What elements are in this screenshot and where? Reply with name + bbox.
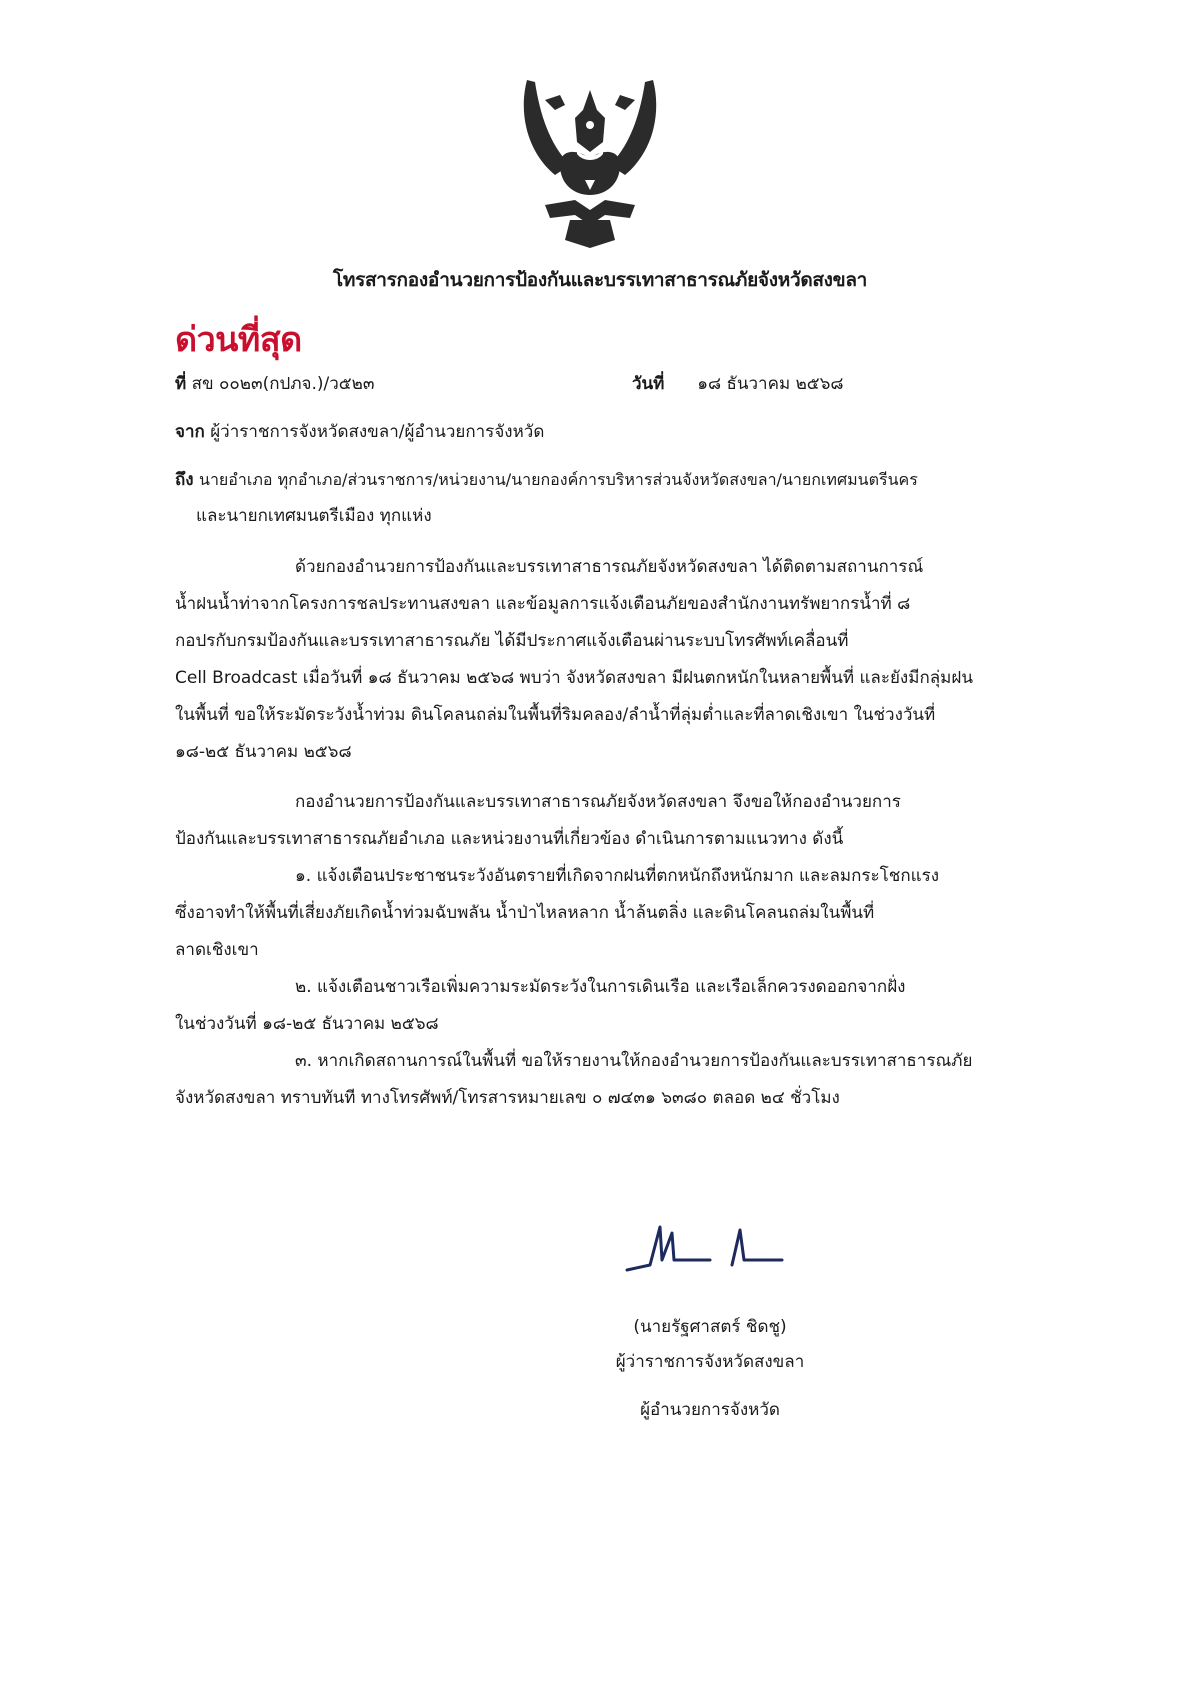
item1-line2: ซึ่งอาจทำให้พื้นที่เสี่ยงภัยเกิดน้ำท่วมฉับพลัน น้ำป่าไหลหลาก น้ำล้นตลิ่ง และดินโคลนถล่มในพื้นที่: [175, 903, 875, 923]
to-value-line2: และนายกเทศมนตรีเมือง ทุกแห่ง: [196, 506, 432, 526]
para1-line6: ๑๘-๒๕ ธันวาคม ๒๕๖๘: [175, 742, 352, 762]
from-line: [175, 420, 544, 444]
signatory-position-director: ผู้อำนวยการจังหวัด: [640, 1400, 780, 1420]
garuda-emblem-icon: [515, 70, 665, 250]
para1-line1: ด้วยกองอำนวยการป้องกันและบรรเทาสาธารณภัยจังหวัดสงขลา ได้ติดตามสถานการณ์: [295, 557, 924, 577]
item3-line1: ๓. หากเกิดสถานการณ์ในพื้นที่ ขอให้รายงานให้กองอำนวยการป้องกันและบรรเทาสาธารณภัย: [295, 1051, 973, 1071]
para2-line2: ป้องกันและบรรเทาสาธารณภัยอำเภอ และหน่วยงานที่เกี่ยวข้อง ดำเนินการตามแนวทาง ดังนี้: [175, 829, 844, 849]
urgency-label: ด่วนที่สุด: [175, 320, 302, 360]
para1-line4: Cell Broadcast เมื่อวันที่ ๑๘ ธันวาคม ๒๕๖๘ พบว่า จังหวัดสงขลา มีฝนตกหนักในหลายพื้นที่ และยังมีกลุ่มฝน: [175, 668, 973, 688]
signatory-name: (นายรัฐศาสตร์ ชิดชู): [633, 1317, 787, 1337]
para1-line2: น้ำฝนน้ำท่าจากโครงการชลประทานสงขลา และข้อมูลการแจ้งเตือนภัยของสำนักงานทรัพยากรน้ำที่ ๘: [175, 594, 911, 614]
para2-line1: กองอำนวยการป้องกันและบรรเทาสาธารณภัยจังหวัดสงขลา จึงขอให้กองอำนวยการ: [295, 792, 901, 812]
reference-value: สข ๐๐๒๓(กปภจ.)/ว๕๒๓: [191, 374, 375, 394]
item2-line1: ๒. แจ้งเตือนชาวเรือเพิ่มความระมัดระวังในการเดินเรือ และเรือเล็กควรงดออกจากฝั่ง: [295, 977, 906, 997]
to-label: ถึง: [175, 470, 194, 490]
date-label: วันที่: [632, 374, 665, 394]
to-value-line1: นายอำเภอ ทุกอำเภอ/ส่วนราชการ/หน่วยงาน/นายกองค์การบริหารส่วนจังหวัดสงขลา/นายกเทศมนตรีนคร: [199, 470, 918, 489]
reference-line: [175, 372, 375, 396]
para1-line5: ในพื้นที่ ขอให้ระมัดระวังน้ำท่วม ดินโคลนถล่มในพื้นที่ริมคลอง/ลำน้ำที่ลุ่มต่ำและที่ลาดเชิงเขา ในช่วงวันที่: [175, 705, 936, 725]
reference-label: ที่: [175, 374, 187, 394]
from-label: จาก: [175, 422, 205, 442]
signatory-position-governor: ผู้ว่าราชการจังหวัดสงขลา: [615, 1352, 805, 1372]
document-title: โทรสารกองอำนวยการป้องกันและบรรเทาสาธารณภัยจังหวัดสงขลา: [332, 269, 868, 291]
item1-line1: ๑. แจ้งเตือนประชาชนระวังอันตรายที่เกิดจากฝนที่ตกหนักถึงหนักมาก และลมกระโชกแรง: [295, 866, 939, 886]
from-value: ผู้ว่าราชการจังหวัดสงขลา/ผู้อำนวยการจังหวัด: [210, 422, 545, 442]
item1-line3: ลาดเชิงเขา: [175, 940, 259, 960]
item2-line2: ในช่วงวันที่ ๑๘-๒๕ ธันวาคม ๒๕๖๘: [175, 1014, 439, 1034]
date-line: [632, 372, 844, 396]
item3-line2: จังหวัดสงขลา ทราบทันที ทางโทรศัพท์/โทรสารหมายเลข ๐ ๗๔๓๑ ๖๓๘๐ ตลอด ๒๔ ชั่วโมง: [175, 1088, 840, 1108]
para1-line3: กอปรกับกรมป้องกันและบรรเทาสาธารณภัย ได้มีประกาศแจ้งเตือนผ่านระบบโทรศัพท์เคลื่อนที่: [175, 631, 849, 651]
signature-image: [622, 1215, 792, 1275]
date-value: ๑๘ ธันวาคม ๒๕๖๘: [697, 374, 844, 394]
to-line: [175, 468, 918, 492]
